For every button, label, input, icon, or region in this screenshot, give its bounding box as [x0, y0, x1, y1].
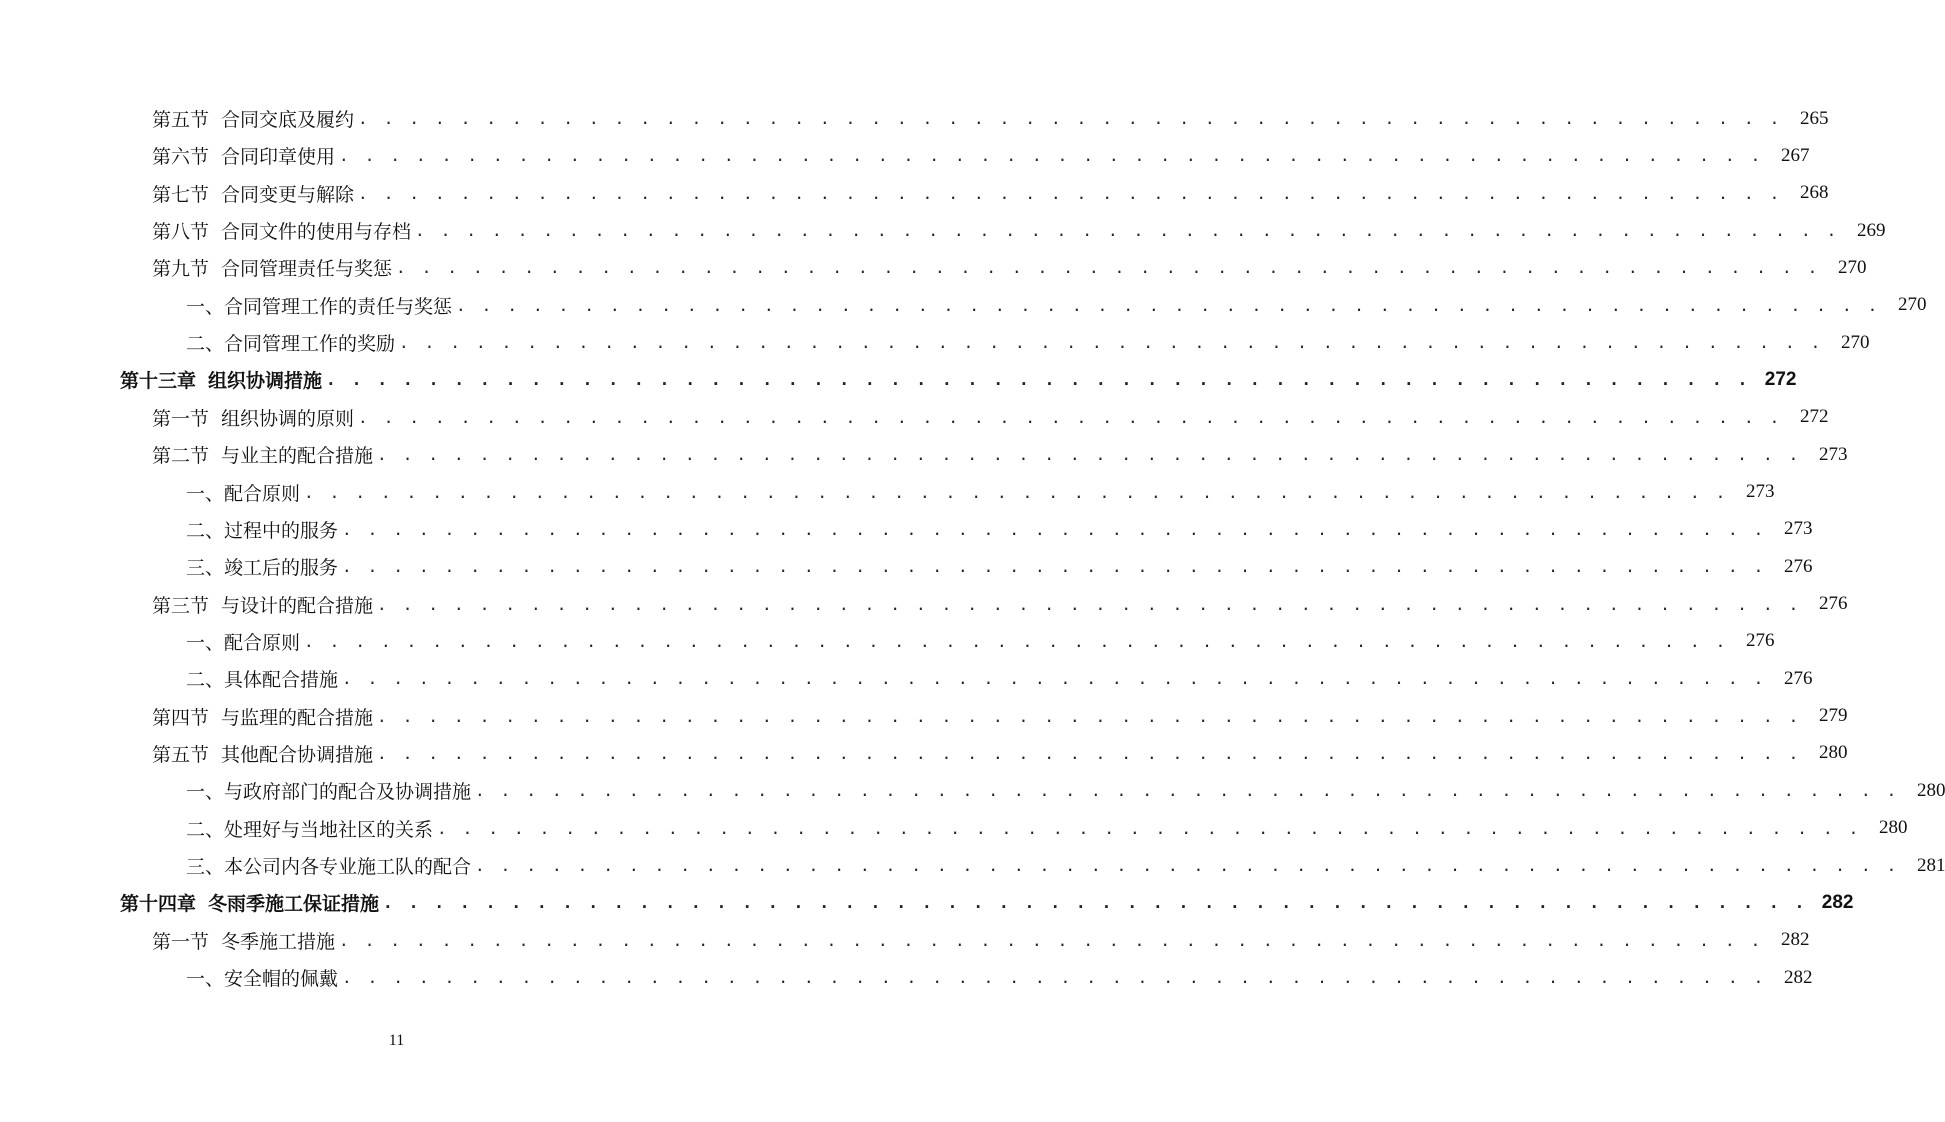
toc-title-text: 与业主的配合措施 [221, 445, 374, 468]
toc-section-row [0, 922, 1810, 959]
toc-page-number: 276 [1745, 630, 1775, 652]
toc-leader-dots: . . . . . . . . . . . . . . . . . . . . . . . . . . . . . . . . . . . . . . . . . . . . . . . . . . . . . . . . [399, 333, 1824, 353]
toc-entry [152, 100, 1829, 137]
toc-entry-title [152, 703, 373, 730]
toc-title-text: 合同印章使用 [221, 146, 336, 169]
toc-section-row [0, 436, 1848, 473]
toc-title-text: 三、本公司内各专业施工队的配合 [186, 856, 472, 878]
toc-title-text: 与设计的配合措施 [221, 594, 374, 617]
toc-leader-dots: . . . . . . . . . . . . . . . . . . . . . . . . . . . . . . . . . . . . . . . . . . . . . . . . . . . . . . . . [475, 856, 1900, 875]
toc-leader-dots: . . . . . . . . . . . . . . . . . . . . . . . . . . . . . . . . . . . . . . . . . . . . . . . . . . . . . . . . [396, 258, 1821, 278]
toc-title-text: 三、竣工后的服务 [186, 557, 339, 580]
toc-entry [186, 660, 1813, 697]
toc-leader-dots: . . . . . . . . . . . . . . . . . . . . . . . . . . . . . . . . . . . . . . . . . . . . . . . . . . . . . . . . [342, 557, 1767, 577]
toc-entry [152, 175, 1829, 212]
toc-leader-dots: . . . . . . . . . . . . . . . . . . . . . . . . . . . . . . . . . . . . . . . . . . . . . . . . . . . . . . . . [339, 930, 1764, 950]
toc-section-number: 第四节 [152, 706, 210, 729]
toc-title-text: 一、与政府部门的配合及协调措施 [186, 781, 472, 804]
toc-entry [120, 884, 1854, 921]
toc-section-number: 第六节 [152, 146, 210, 169]
toc-leader-dots: . . . . . . . . . . . . . . . . . . . . . . . . . . . . . . . . . . . . . . . . . . . . . . . . . . . . . . . . [415, 221, 1840, 241]
toc-entry-title [186, 964, 338, 991]
toc-title-text: 二、过程中的服务 [186, 519, 339, 542]
toc-entry [152, 137, 1810, 174]
toc-entry-title [186, 329, 395, 356]
toc-entry-title [186, 777, 471, 804]
toc-title-text: 一、配合原则 [186, 631, 301, 654]
toc-title-text: 一、配合原则 [186, 482, 301, 505]
toc-section-number: 第十四章 [120, 893, 197, 916]
toc-title-text: 合同管理责任与奖惩 [221, 258, 393, 281]
toc-leader-dots: . . . . . . . . . . . . . . . . . . . . . . . . . . . . . . . . . . . . . . . . . . . . . . . . . . . . . . . . [475, 781, 1900, 801]
toc-entry-title [186, 292, 452, 319]
toc-page-number: 267 [1780, 144, 1810, 166]
toc-page-number: 273 [1745, 481, 1775, 502]
toc-subsection-row [0, 511, 1813, 548]
toc-title-text: 合同变更与解除 [221, 183, 355, 206]
toc-leader-dots: . . . . . . . . . . . . . . . . . . . . . . . . . . . . . . . . . . . . . . . . . . . . . . . . . . . . . . . . [456, 295, 1881, 315]
toc-page-number: 265 [1799, 107, 1829, 129]
toc-page-number: 281 [1916, 854, 1945, 876]
toc-entry-title [152, 441, 373, 468]
toc-section-row [0, 586, 1848, 623]
toc-entry-title [186, 665, 338, 692]
toc-subsection-row [0, 474, 1775, 511]
toc-page-number: 272 [1799, 406, 1829, 428]
toc-leader-dots: . . . . . . . . . . . . . . . . . . . . . . . . . . . . . . . . . . . . . . . . . . . . . . . . . . . . . . . . [339, 146, 1764, 166]
toc-page-number: 276 [1783, 555, 1813, 577]
toc-entry [120, 361, 1797, 398]
toc-leader-dots: . . . . . . . . . . . . . . . . . . . . . . . . . . . . . . . . . . . . . . . . . . . . . . . . . . . . . . . . [383, 893, 1808, 913]
toc-entry-title [186, 516, 338, 543]
toc-entry-title [152, 254, 392, 281]
toc-section-number: 第五节 [152, 109, 210, 131]
toc-page-number: 280 [1818, 742, 1848, 764]
toc-entry [152, 436, 1848, 473]
toc-title-text: 二、合同管理工作的奖励 [186, 333, 396, 356]
toc-title-text: 组织协调措施 [208, 370, 323, 393]
toc-section-row [0, 212, 1886, 249]
toc-leader-dots: . . . . . . . . . . . . . . . . . . . . . . . . . . . . . . . . . . . . . . . . . . . . . . . . . . . . . . . . [437, 818, 1862, 838]
toc-section-row [0, 399, 1829, 436]
toc-title-text: 一、合同管理工作的责任与奖惩 [186, 295, 453, 318]
toc-subsection-row [0, 772, 1945, 809]
toc-entry [186, 847, 1945, 884]
toc-page-number: 270 [1897, 294, 1927, 316]
toc-entry-title [152, 142, 335, 169]
toc-entry [186, 474, 1775, 511]
toc-entry [152, 586, 1848, 623]
page-number: 11 [388, 1032, 405, 1049]
toc-subsection-row [0, 660, 1813, 697]
toc-entry [152, 922, 1810, 959]
toc-leader-dots: . . . . . . . . . . . . . . . . . . . . . . . . . . . . . . . . . . . . . . . . . . . . . . . . . . . . . . . . [358, 183, 1783, 203]
toc-leader-dots: . . . . . . . . . . . . . . . . . . . . . . . . . . . . . . . . . . . . . . . . . . . . . . . . . . . . . . . . [342, 519, 1767, 539]
toc-entry-title [120, 889, 379, 916]
toc-section-number: 第二节 [152, 445, 210, 468]
toc-title-text: 一、安全帽的佩戴 [186, 968, 339, 991]
toc-entry-title [186, 815, 433, 842]
toc-title-text: 组织协调的原则 [221, 407, 355, 430]
toc-entry [152, 249, 1867, 286]
toc-section-number: 第七节 [152, 183, 210, 206]
toc-entry [186, 772, 1945, 809]
toc-title-text: 合同交底及履约 [221, 109, 355, 131]
toc-section-row [0, 175, 1829, 212]
toc-entry [152, 735, 1848, 772]
toc-title-text: 二、处理好与当地社区的关系 [186, 818, 434, 841]
toc-title-text: 冬季施工措施 [221, 930, 336, 953]
toc-entry [186, 324, 1870, 361]
toc-leader-dots: . . . . . . . . . . . . . . . . . . . . . . . . . . . . . . . . . . . . . . . . . . . . . . . . . . . . . . . . [326, 370, 1751, 390]
toc-chapter-row [0, 884, 1854, 921]
toc-leader-dots: . . . . . . . . . . . . . . . . . . . . . . . . . . . . . . . . . . . . . . . . . . . . . . . . . . . . . . . . [377, 594, 1802, 614]
toc-leader-dots: . . . . . . . . . . . . . . . . . . . . . . . . . . . . . . . . . . . . . . . . . . . . . . . . . . . . . . . . [304, 631, 1729, 651]
toc-subsection-row [0, 287, 1927, 324]
toc-entry-title [186, 479, 300, 506]
toc-entry [186, 287, 1927, 324]
toc-subsection-row [0, 959, 1813, 996]
toc-entry [152, 212, 1886, 249]
toc-page-number: 279 [1818, 705, 1848, 727]
toc-section-row [0, 698, 1848, 735]
toc-entry [186, 959, 1813, 996]
toc-subsection-row [0, 548, 1813, 585]
toc-page-number: 269 [1856, 219, 1886, 241]
toc-entry-title [152, 591, 373, 618]
toc-section-number: 第一节 [152, 930, 210, 953]
toc-page-number: 276 [1783, 667, 1813, 689]
toc-leader-dots: . . . . . . . . . . . . . . . . . . . . . . . . . . . . . . . . . . . . . . . . . . . . . . . . . . . . . . . . [377, 743, 1802, 763]
toc-title-text: 二、具体配合措施 [186, 669, 339, 692]
toc-leader-dots: . . . . . . . . . . . . . . . . . . . . . . . . . . . . . . . . . . . . . . . . . . . . . . . . . . . . . . . . [342, 968, 1767, 988]
toc-page-number: 282 [1783, 966, 1813, 988]
toc-chapter-row [0, 361, 1797, 398]
toc-entry-title [152, 180, 354, 207]
toc-page-number: 276 [1818, 593, 1848, 615]
toc-title-text: 合同文件的使用与存档 [221, 221, 412, 244]
toc-leader-dots: . . . . . . . . . . . . . . . . . . . . . . . . . . . . . . . . . . . . . . . . . . . . . . . . . . . . . . . . [377, 445, 1802, 465]
toc-subsection-row [0, 324, 1870, 361]
toc-entry [152, 698, 1848, 735]
toc-entry [186, 810, 1908, 847]
toc-entry [186, 548, 1813, 585]
toc-entry [152, 399, 1829, 436]
toc-section-row [0, 735, 1848, 772]
toc-entry-title [120, 366, 322, 393]
toc-page-number: 272 [1764, 368, 1797, 390]
toc-entry-title [186, 553, 338, 580]
toc-page-number: 282 [1780, 929, 1810, 951]
toc-leader-dots: . . . . . . . . . . . . . . . . . . . . . . . . . . . . . . . . . . . . . . . . . . . . . . . . . . . . . . . . [304, 482, 1729, 502]
toc-section-row [0, 249, 1867, 286]
toc-page-number: 273 [1783, 518, 1813, 540]
toc-title-text: 其他配合协调措施 [221, 743, 374, 766]
toc-page-number: 273 [1818, 443, 1848, 465]
toc-leader-dots: . . . . . . . . . . . . . . . . . . . . . . . . . . . . . . . . . . . . . . . . . . . . . . . . . . . . . . . . [342, 669, 1767, 689]
toc-section-number: 第三节 [152, 594, 210, 617]
toc-page-number: 270 [1837, 256, 1867, 278]
toc-page-number: 268 [1799, 182, 1829, 204]
toc-entry-title [152, 927, 335, 954]
toc-section-number: 第九节 [152, 258, 210, 281]
toc-page-number: 280 [1916, 779, 1945, 801]
toc-section-number: 第五节 [152, 743, 210, 766]
toc-section-number: 第一节 [152, 407, 210, 430]
toc-entry [186, 623, 1775, 660]
toc-subsection-row [0, 623, 1775, 660]
toc-page-number: 280 [1878, 817, 1908, 839]
toc-page-number: 282 [1821, 891, 1854, 913]
toc-title-text: 冬雨季施工保证措施 [208, 893, 380, 916]
toc-entry-title [152, 105, 354, 132]
toc-leader-dots: . . . . . . . . . . . . . . . . . . . . . . . . . . . . . . . . . . . . . . . . . . . . . . . . . . . . . . . . [358, 109, 1783, 128]
toc-entry-title [152, 217, 411, 244]
toc-title-text: 与监理的配合措施 [221, 706, 374, 729]
toc-section-number: 第十三章 [120, 370, 197, 393]
toc-section-row [0, 100, 1829, 137]
toc-entry-title [152, 740, 373, 767]
toc-entry-title [152, 404, 354, 431]
toc-section-row [0, 137, 1810, 174]
toc-page-number: 270 [1840, 331, 1870, 353]
toc-section-number: 第八节 [152, 221, 210, 244]
toc-entry-title [186, 852, 471, 879]
toc-entry-title [186, 628, 300, 655]
toc-subsection-row [0, 810, 1908, 847]
toc-entry [186, 511, 1813, 548]
toc-leader-dots: . . . . . . . . . . . . . . . . . . . . . . . . . . . . . . . . . . . . . . . . . . . . . . . . . . . . . . . . [377, 706, 1802, 726]
toc-subsection-row [0, 847, 1945, 884]
toc-leader-dots: . . . . . . . . . . . . . . . . . . . . . . . . . . . . . . . . . . . . . . . . . . . . . . . . . . . . . . . . [358, 407, 1783, 427]
